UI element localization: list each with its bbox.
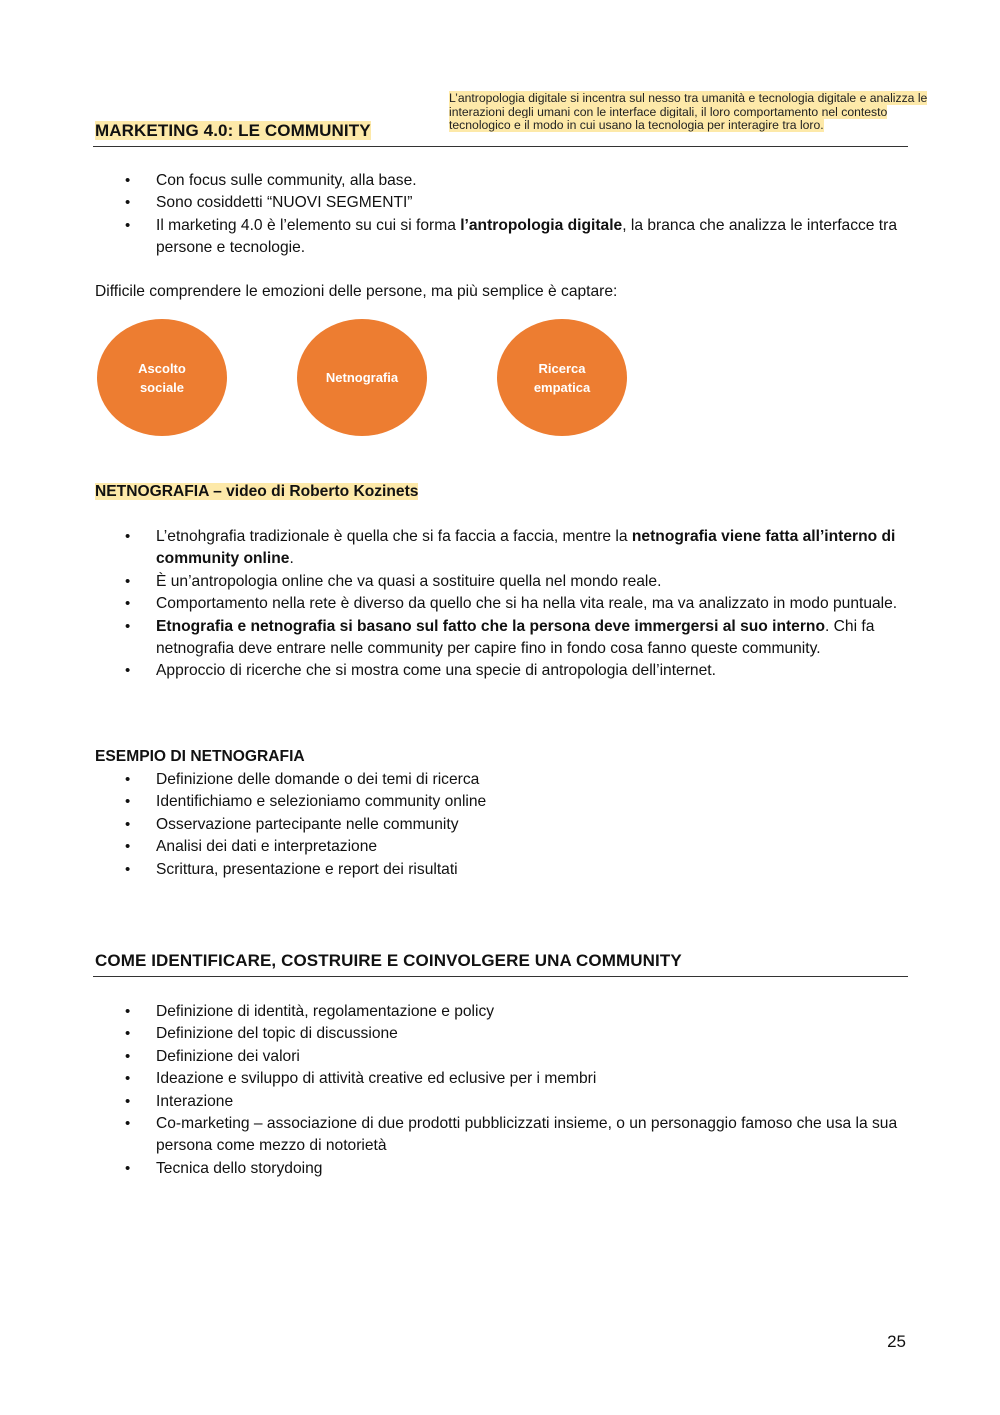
section-heading-marketing <box>95 121 371 141</box>
section-heading-esempio: ESEMPIO DI NETNOGRAFIA <box>95 748 305 765</box>
intro-paragraph: Difficile comprendere le emozioni delle persone, ma più semplice è captare: <box>95 283 618 300</box>
bullet-list-community-building <box>95 1001 910 1180</box>
heading-highlight: MARKETING 4.0: LE COMMUNITY <box>95 121 371 140</box>
list-item: • Interazione <box>95 1091 910 1113</box>
section-heading-identificare: COME IDENTIFICARE, COSTRUIRE E COINVOLGERE UNA COMMUNITY <box>95 951 682 970</box>
list-item: • È un’antropologia online che va quasi a sostituire quella nel mondo reale. <box>95 571 910 593</box>
list-item: • Definizione dei valori <box>95 1046 910 1068</box>
circle-ricerca-empatica: Ricerca empatica <box>497 319 627 436</box>
bullet-list-community <box>95 170 910 260</box>
margin-note <box>449 92 939 133</box>
bullet-list-esempio <box>95 769 910 881</box>
list-item: • Definizione di identità, regolamentazione e policy <box>95 1001 910 1023</box>
list-item: • Analisi dei dati e interpretazione <box>95 836 910 858</box>
list-item: • L’etnohgrafia tradizionale è quella che si fa faccia a faccia, mentre la netnografia viene fatta all’interno di community online. <box>95 526 910 571</box>
list-item: • Osservazione partecipante nelle community <box>95 814 910 836</box>
list-item: • Approccio di ricerche che si mostra come una specie di antropologia dell’internet. <box>95 660 910 682</box>
bold-text: Etnografia e netnografia si basano sul fatto che la persona deve immergersi al suo interno <box>156 617 825 635</box>
heading-rule <box>93 146 908 147</box>
section-heading-netnografia <box>95 483 418 501</box>
list-item: • Etnografia e netnografia si basano sul fatto che la persona deve immergersi al suo interno. Chi fa netnografia deve entrare nelle community per capire fino in fondo cosa fanno queste community. <box>95 616 910 661</box>
list-item: • Ideazione e sviluppo di attività creative ed eclusive per i membri <box>95 1068 910 1090</box>
list-item: • Tecnica dello storydoing <box>95 1158 910 1180</box>
list-item: • Con focus sulle community, alla base. <box>95 170 910 192</box>
list-item: • Definizione del topic di discussione <box>95 1023 910 1045</box>
list-item: • Sono cosiddetti “NUOVI SEGMENTI” <box>95 192 910 214</box>
list-item: • Identifichiamo e selezioniamo community online <box>95 791 910 813</box>
heading-highlight: NETNOGRAFIA – video di Roberto Kozinets <box>95 483 419 500</box>
margin-note-text: L’antropologia digitale si incentra sul nesso tra umanità e tecnologia digitale e analizza le interazioni degli umani con le interface digitali, il loro comportamento nel contesto tecnologico e il modo in cui usano la tecnologia per interagire tra loro. <box>449 91 928 133</box>
bold-text: netnografia viene fatta all’interno di community online <box>156 528 896 568</box>
list-item: • Co-marketing – associazione di due prodotti pubblicizzati insieme, o un personaggio famoso che usa la sua persona come mezzo di notorietà <box>95 1113 910 1158</box>
list-item: • Il marketing 4.0 è l’elemento su cui si forma l’antropologia digitale, la branca che analizza le interfacce tra persone e tecnologie. <box>95 215 910 260</box>
bullet-list-netnografia <box>95 526 910 683</box>
page-number: 25 <box>887 1332 906 1351</box>
list-item: • Scrittura, presentazione e report dei risultati <box>95 859 910 881</box>
circle-ascolto-sociale: Ascolto sociale <box>97 319 227 436</box>
bold-text: l’antropologia digitale <box>460 216 623 234</box>
circle-netnografia: Netnografia <box>297 319 427 436</box>
list-item: • Definizione delle domande o dei temi di ricerca <box>95 769 910 791</box>
heading-rule <box>93 976 908 977</box>
list-item: • Comportamento nella rete è diverso da quello che si ha nella vita reale, ma va analizzato in modo puntuale. <box>95 593 910 615</box>
